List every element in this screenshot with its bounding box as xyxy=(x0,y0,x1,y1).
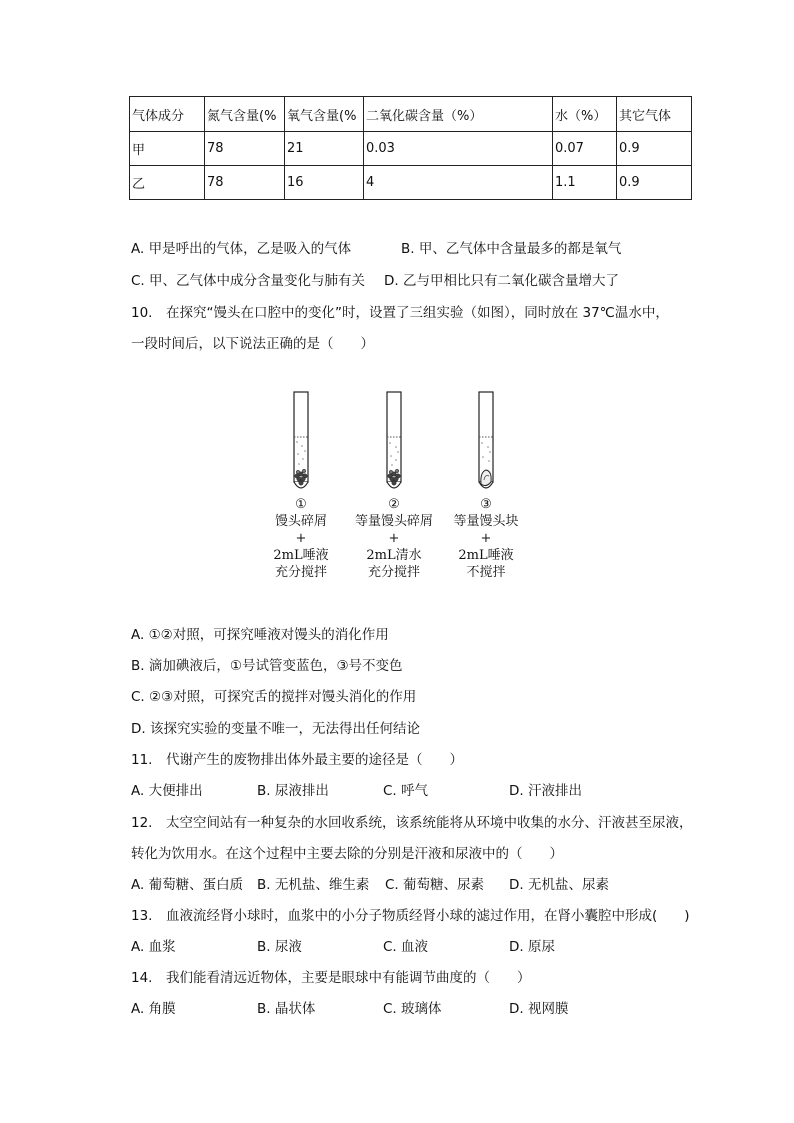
test-tube-figure xyxy=(270,390,530,590)
q10-option-b: B. 滴加碘液后，①号试管变蓝色，③号不变色 xyxy=(131,658,403,674)
tube-3-content: 等量馒头块 xyxy=(453,514,519,529)
table-cell: 0.03 xyxy=(364,132,553,166)
table-header-row xyxy=(130,97,692,132)
q10-option-a: A. ①②对照，可探究唾液对馒头的消化作用 xyxy=(131,627,389,643)
table-cell: 78 xyxy=(205,166,285,200)
tube-1-content: 馒头碎屑 xyxy=(274,514,327,529)
q13-stem: 13. 血液流经肾小球时，血浆中的小分子物质经肾小球的滤过作用，在肾小囊腔中形成( ) xyxy=(131,908,690,924)
q10-option-d: D. 该探究实验的变量不唯一，无法得出任何结论 xyxy=(131,721,420,737)
table-cell: 甲 xyxy=(130,132,205,166)
table-cell: 21 xyxy=(285,132,364,166)
tube-1-condition: 充分搅拌 xyxy=(274,565,327,580)
table-cell: 乙 xyxy=(130,166,205,200)
test-tubes-drawing xyxy=(270,390,530,510)
table-header-cell: 气体成分 xyxy=(130,97,205,132)
q11-option-c: C. 呼气 xyxy=(383,783,429,799)
q13-option-a: A. 血浆 xyxy=(131,939,176,955)
q11-option-d: D. 汗液排出 xyxy=(509,783,582,799)
q10-stem-line1: 10. 在探究“馒头在口腔中的变化”时，设置了三组实验（如图），同时放在 37℃温水中， xyxy=(131,305,669,321)
test-tube-2 xyxy=(387,392,401,488)
tube-2-condition: 充分搅拌 xyxy=(367,565,420,580)
q10-stem-line2: 一段时间后，以下说法正确的是（ ） xyxy=(131,336,374,352)
q13-option-b: B. 尿液 xyxy=(257,939,302,955)
table-cell: 0.07 xyxy=(553,132,617,166)
table-header-cell: 氧气含量(% xyxy=(285,97,364,132)
q14-option-d: D. 视网膜 xyxy=(509,1001,569,1017)
q12-option-a: A. 葡萄糖、蛋白质 xyxy=(131,877,244,893)
tube-2-content: 等量馒头碎屑 xyxy=(354,514,433,529)
q14-stem: 14. 我们能看清远近物体，主要是眼球中有能调节曲度的（ ） xyxy=(131,970,531,986)
table-header-cell: 二氧化碳含量（%） xyxy=(364,97,553,132)
table-cell: 0.9 xyxy=(617,166,692,200)
q9-option-c: C. 甲、乙气体中成分含量变化与肺有关 xyxy=(131,273,366,289)
tube-3-number: ③ xyxy=(480,497,492,512)
q11-option-b: B. 尿液排出 xyxy=(257,783,329,799)
table-row xyxy=(130,132,692,166)
q13-option-d: D. 原尿 xyxy=(509,939,555,955)
q11-option-a: A. 大便排出 xyxy=(131,783,203,799)
table-cell: 1.1 xyxy=(553,166,617,200)
table-cell: 4 xyxy=(364,166,553,200)
tube-3-condition: 不搅拌 xyxy=(466,565,506,580)
table-cell: 78 xyxy=(205,132,285,166)
tube-1-number: ① xyxy=(295,497,307,512)
q14-option-c: C. 玻璃体 xyxy=(383,1001,442,1017)
q12-option-c: C. 葡萄糖、尿素 xyxy=(385,877,485,893)
q9-option-d: D. 乙与甲相比只有二氧化碳含量增大了 xyxy=(384,273,619,289)
q12-option-d: D. 无机盐、尿素 xyxy=(509,877,609,893)
tube-3-label xyxy=(446,496,526,581)
table-header-cell: 氮气含量(% xyxy=(205,97,285,132)
q12-stem-line1: 12. 太空空间站有一种复杂的水回收系统，该系统能将从环境中收集的水分、汗液甚至尿液， xyxy=(131,815,693,831)
tube-1-label xyxy=(270,496,332,581)
tube-2-plus: + xyxy=(388,531,400,546)
q9-option-b: B. 甲、乙气体中含量最多的都是氧气 xyxy=(401,241,622,257)
tube-3-liquid: 2mL唾液 xyxy=(458,548,514,563)
tube-3-plus: + xyxy=(480,531,492,546)
q11-stem: 11. 代谢产生的废物排出体外最主要的途径是（ ） xyxy=(131,752,463,768)
tube-2-number: ② xyxy=(388,497,400,512)
test-tube-3 xyxy=(479,392,493,488)
q14-option-b: B. 晶状体 xyxy=(257,1001,316,1017)
q12-stem-line2: 转化为饮用水。在这个过程中主要去除的分别是汗液和尿液中的（ ） xyxy=(131,846,563,862)
q12-option-b: B. 无机盐、维生素 xyxy=(257,877,370,893)
table-row xyxy=(130,166,692,200)
tube-2-liquid: 2mL清水 xyxy=(366,548,422,563)
table-header-cell: 水（%） xyxy=(553,97,617,132)
tube-2-label xyxy=(348,496,440,581)
q10-option-c: C. ②③对照，可探究舌的搅拌对馒头消化的作用 xyxy=(131,689,417,705)
tube-1-plus: + xyxy=(295,531,307,546)
q9-option-a: A. 甲是呼出的气体，乙是吸入的气体 xyxy=(131,241,352,257)
q13-option-c: C. 血液 xyxy=(383,939,429,955)
gas-composition-table xyxy=(129,96,692,200)
table-header-cell: 其它气体 xyxy=(617,97,692,132)
tube-1-liquid: 2mL唾液 xyxy=(273,548,329,563)
q14-option-a: A. 角膜 xyxy=(131,1001,176,1017)
table-cell: 0.9 xyxy=(617,132,692,166)
table-cell: 16 xyxy=(285,166,364,200)
test-tube-1 xyxy=(294,392,308,488)
